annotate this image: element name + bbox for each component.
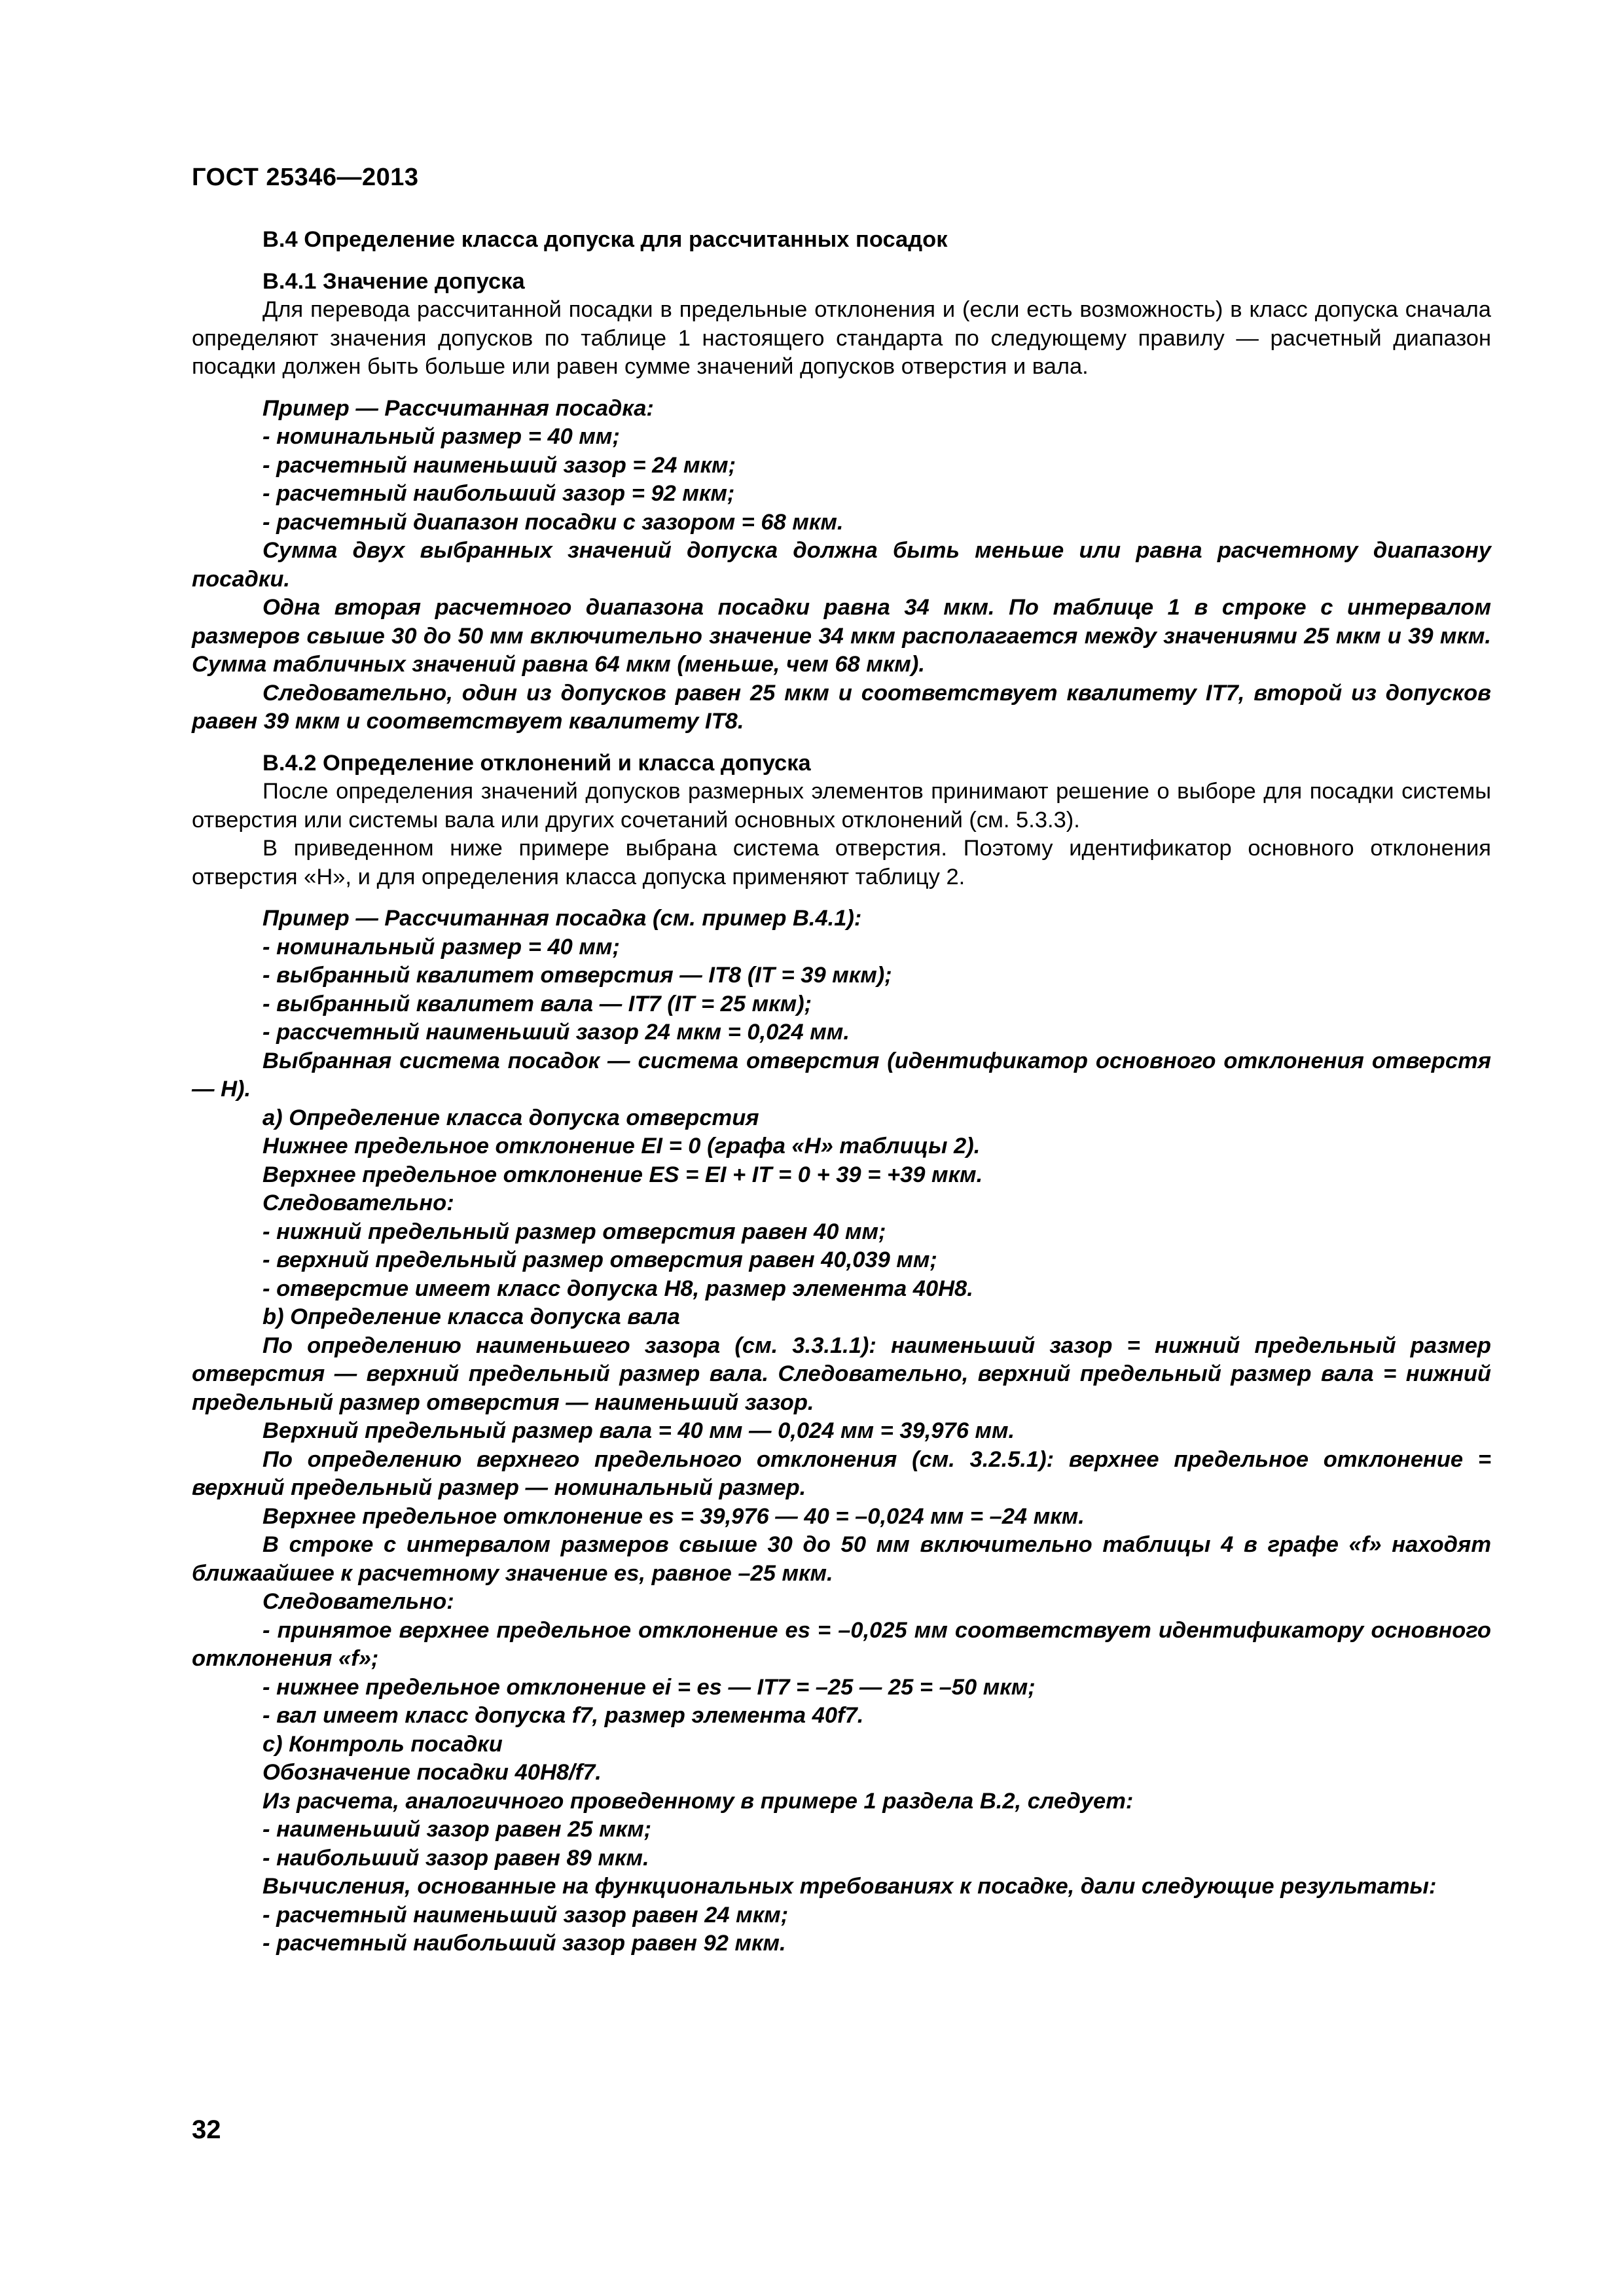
example-paragraph: - выбранный квалитет вала — IT7 (IT = 25 мкм); [262,991,812,1016]
example-paragraph: В строке с интервалом размеров свыше 30 до 50 мм включительно таблицы 4 в графе «f» находят ближаайшее к расчетному значение es, равное –25 мкм. [192,1532,1491,1586]
example-paragraph: Сумма двух выбранных значений допуска должна быть меньше или равна расчетному диапазону посадки. [192,538,1491,592]
standard-header: ГОСТ 25346—2013 [192,164,419,191]
document-body [192,226,1491,1958]
example-paragraph: Верхнее предельное отклонение ES = EI + IT = 0 + 39 = +39 мкм. [262,1162,983,1187]
example-paragraph: - отверстие имеет класс допуска H8, размер элемента 40H8. [262,1276,973,1301]
example-paragraph: Выбранная система посадок — система отверстия (идентификатор основного отклонения отверстя — H). [192,1048,1491,1102]
example-paragraph: Вычисления, основанные на функциональных требованиях к посадке, дали следующие результаты: [262,1874,1437,1899]
example-paragraph: Из расчета, аналогичного проведенному в примере 1 раздела В.2, следует: [262,1788,1134,1814]
example-paragraph: Верхнее предельное отклонение es = 39,976 — 40 = –0,024 мм = –24 мкм. [262,1503,1085,1529]
example-paragraph: По определению верхнего предельного отклонения (см. 3.2.5.1): верхнее предельное отклонение = верхний предельный размер — номинальный размер. [192,1446,1491,1500]
example-paragraph: - наибольший зазор равен 89 мкм. [262,1845,649,1871]
example-paragraph: a) Определение класса допуска отверстия [262,1105,759,1130]
example-paragraph: - нижнее предельное отклонение ei = es — IT7 = –25 — 25 = –50 мкм; [262,1674,1036,1700]
example-paragraph: c) Контроль посадки [262,1731,503,1757]
body-paragraph: В приведенном ниже примере выбрана система отверстия. Поэтому идентификатор основного отклонения отверстия «H», и для определения класса допуска применяют таблицу 2. [192,836,1491,889]
example-paragraph: - наименьший зазор равен 25 мкм; [262,1817,652,1842]
body-paragraph: Для перевода рассчитанной посадки в предельные отклонения и (если есть возможность) в класс допуска сначала определяют значения допусков по таблице 1 настоящего стандарта по следующему правилу — расчетный диапазон посадки должен быть больше или равен сумме значений допусков отверстия и вала. [192,297,1491,379]
example-paragraph: Обозначение посадки 40H8/f7. [262,1760,602,1785]
example-paragraph: Следовательно: [262,1191,454,1215]
example-paragraph: - расчетный наибольший зазор = 92 мкм; [262,481,735,506]
example-paragraph: Следовательно, один из допусков равен 25 мкм и соответствует квалитету IT7, второй из допусков равен 39 мкм и соответствует квалитету IT8. [192,680,1491,734]
example-paragraph: - номинальный размер = 40 мм; [262,424,620,449]
example-paragraph: По определению наименьшего зазора (см. 3.3.1.1): наименьший зазор = нижний предельный размер отверстия — верхний предельный размер вала. Следовательно, верхний предельный размер вала = нижний предельный размер отверстия — наименьший зазор. [192,1333,1491,1415]
example-paragraph: - верхний предельный размер отверстия равен 40,039 мм; [262,1247,937,1272]
example-paragraph: - расчетный наибольший зазор равен 92 мкм. [262,1931,786,1956]
page-number: 32 [192,2115,221,2144]
example-paragraph: Следовательно: [262,1589,454,1614]
example-paragraph: Нижнее предельное отклонение EI = 0 (графа «H» таблицы 2). [262,1134,981,1158]
example-paragraph: - принятое верхнее предельное отклонение es = –0,025 мм соответствует идентификатору основного отклонения «f»; [192,1617,1491,1671]
example-paragraph: - рассчетный наименьший зазор 24 мкм = 0,024 мм. [262,1020,850,1045]
example-paragraph: - выбранный квалитет отверстия — IT8 (IT = 39 мкм); [262,963,892,988]
example-paragraph: - расчетный наименьший зазор равен 24 мкм; [262,1902,789,1928]
section-heading: В.4.1 Значение допуска [262,268,525,294]
example-paragraph: - нижний предельный размер отверстия равен 40 мм; [262,1219,886,1244]
section-heading: В.4.2 Определение отклонений и класса допуска [262,750,811,776]
example-paragraph: b) Определение класса допуска вала [262,1304,680,1329]
example-paragraph: - вал имеет класс допуска f7, размер элемента 40f7. [262,1703,864,1728]
example-paragraph: - номинальный размер = 40 мм; [262,934,620,960]
example-paragraph: Пример — Рассчитанная посадка: [262,395,654,421]
example-paragraph: Верхний предельный размер вала = 40 мм — 0,024 мм = 39,976 мм. [262,1418,1015,1443]
example-paragraph: - расчетный диапазон посадки с зазором = 68 мкм. [262,509,844,535]
example-paragraph: - расчетный наименьший зазор = 24 мкм; [262,452,736,478]
example-paragraph: Пример — Рассчитанная посадка (см. пример В.4.1): [262,906,862,931]
section-heading: В.4 Определение класса допуска для рассчитанных посадок [262,227,948,252]
body-paragraph: После определения значений допусков размерных элементов принимают решение о выборе для посадки системы отверстия или системы вала или других сочетаний основных отклонений (см. 5.3.3). [192,779,1491,833]
example-paragraph: Одна вторая расчетного диапазона посадки равна 34 мкм. По таблице 1 в строке с интервалом размеров свыше 30 до 50 мм включительно значение 34 мкм располагается между значениями 25 мкм и 39 мкм. Сумма табличных значений равна 64 мкм (меньше, чем 68 мкм). [192,595,1491,677]
